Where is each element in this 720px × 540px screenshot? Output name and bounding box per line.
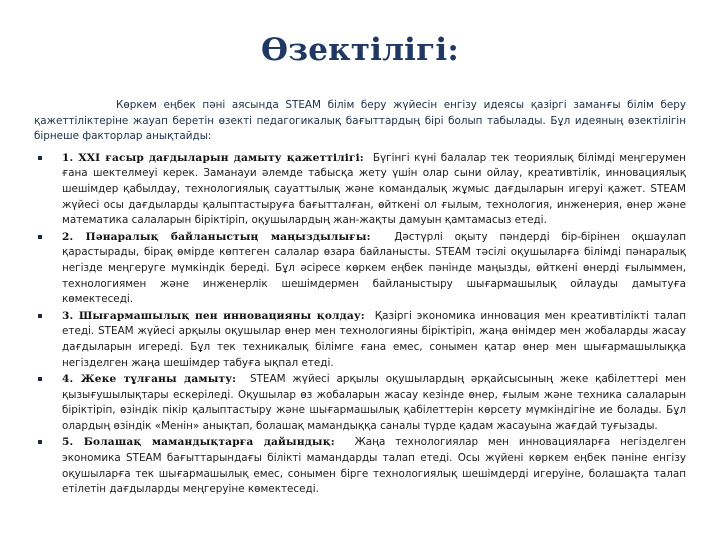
square-bullet-icon — [38, 314, 42, 318]
list-item — [34, 372, 686, 434]
list-item — [34, 230, 686, 308]
list-item — [34, 151, 686, 229]
square-bullet-icon — [38, 235, 42, 239]
lead-paragraph: Көркем еңбек пәні аясында STEAM білім беру жүйесін енгізу идеясы қазіргі заманғы білім беру қажеттіліктеріне жауап беретін өзекті педагогикалық бағыттардың бірі болып табылады. Бұл идеяның өзектілігін бірнеше факторлар анықтайды: — [34, 99, 686, 143]
bullet-lead-label: 1. XXI ғасыр дағдыларын дамыту қажеттілігі: — [62, 151, 364, 164]
bullet-list — [34, 151, 686, 498]
bullet-body-text: STEAM жүйесі арқылы оқушылардың әрқайсысының жеке қабілеттері мен қызығушылықтары ескеріледі. Оқушылар өз жобаларын жасау кезінде өнер, ғылым және техника салаларын біріктіріп, өзіндік пікір қалыптастыру және шығармашылық қабілеттерін көрсету мүмкіндігіне ие болады. Бұл олардың өзіндік «Менін» анықтап, болашақ мамандыққа саналы түрде қадам жасауына жағдай туғызады. — [62, 373, 687, 432]
list-item — [34, 309, 686, 371]
content-body — [34, 98, 686, 499]
list-item — [34, 435, 686, 497]
bullet-body-text: Жаңа технологиялар мен инновацияларға негізделген экономика STEAM бағыттарындағы білікті мамандарды талап етеді. Осы жүйені көркем еңбек пәніне енгізу оқушыларға тек шығармашылық емес, сонымен бірге технологиялық шешімдерді игеруіне, болашақта талап етілетін дағдыларды меңгеруіне көмектеседі. — [62, 436, 686, 496]
bullet-lead-label: 4. Жеке тұлғаны дамыту: — [62, 373, 237, 386]
bullet-lead-label: 2. Пәнаралық байланыстың маңыздылығы: — [62, 230, 371, 243]
page-title: Өзектілігі: — [261, 32, 459, 68]
bullet-body-text: Қазіргі экономика инновация мен креативтілікті талап етеді. STEAM жүйесі арқылы оқушылар өнер мен технологияны біріктіріп, жаңа өнімдер мен жобаларды жасау дағдыларын игереді. Бұл тек техникалық білімге ғана емес, сонымен қатар өнер мен шығармашылыққа негізделген жаңа шешімдер табуға ықпал етеді. — [62, 309, 686, 369]
square-bullet-icon — [38, 156, 42, 160]
bullet-body-text: Бүгінгі күні балалар тек теориялық білімді меңгерумен ғана шектелмеуі керек. Заманауи әлемде табысқа жету үшін олар сыни ойлау, креативтілік, инновациялық шешімдер қабылдау, технологиялық сауаттылық және командалық жұмыс дағдыларын игеруі қажет. STEAM жүйесі осы дағдыларды қалыптастыруға бағытталған, өйткені ол ғылым, технология, инженерия, өнер және математика салаларын біріктіріп, оқушылардың жан-жақты дамуын қамтамасыз етеді. — [62, 151, 686, 227]
bullet-body-text: Дәстүрлі оқыту пәндерді бір-бірінен оқшаулап қарастырады, бірақ өмірде көптеген салалар өзара байланысты. STEAM тәсілі оқушыларға білімді пәнаралық негізде меңгеруге мүмкіндік береді. Бұл әсіресе көркем еңбек пәнінде маңызды, өйткені өнерді ғылыммен, технологиямен және инженерлік шешімдермен байланыстыру шығармашылық ойлауды дамытуға көмектеседі. — [62, 230, 686, 306]
bullet-lead-label: 5. Болашақ мамандықтарға дайындық: — [62, 436, 335, 449]
square-bullet-icon — [38, 377, 42, 381]
bullet-lead-label: 3. Шығармашылық пен инновацияны қолдау: — [62, 309, 365, 322]
square-bullet-icon — [38, 440, 42, 444]
